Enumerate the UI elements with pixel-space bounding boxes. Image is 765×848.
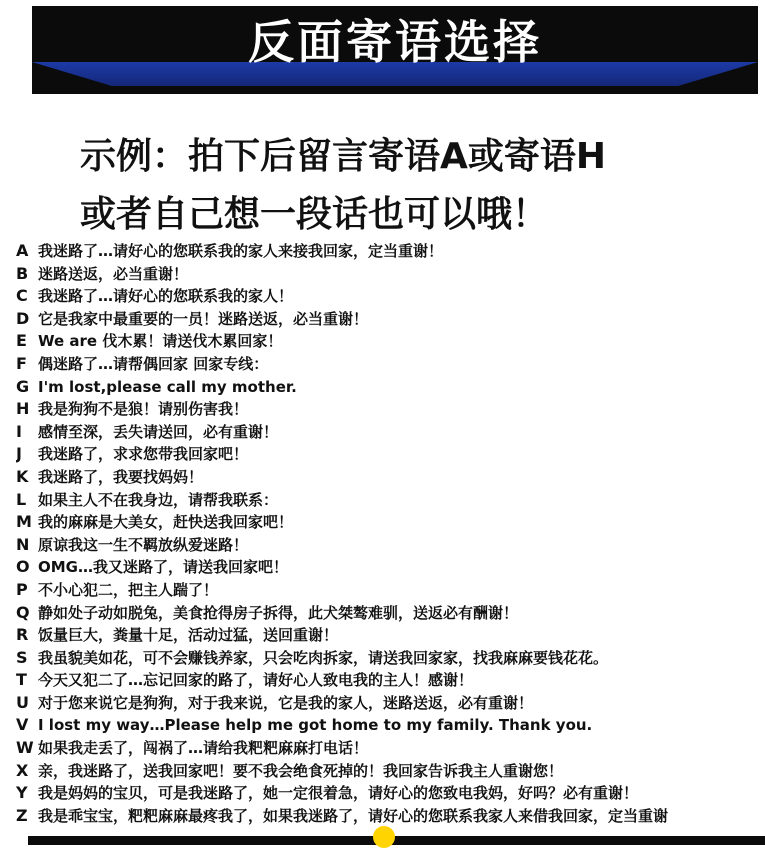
- message-option-b: [16, 263, 765, 286]
- option-text: 今天又犯二了…忘记回家的路了，请好心人致电我的主人！感谢！: [38, 671, 474, 690]
- message-option-c: [16, 285, 765, 308]
- message-option-n: [16, 534, 765, 557]
- option-text: 我迷路了，求求您带我回家吧！: [38, 445, 249, 464]
- message-option-h: [16, 398, 765, 421]
- option-letter: E: [16, 331, 27, 351]
- option-text: 我是乖宝宝，粑粑麻麻最疼我了，如果我迷路了，请好心的您联系我家人来借我回家，定当重谢: [38, 806, 669, 825]
- option-text: 我虽貌美如花，可不会赚钱养家，只会吃肉拆家，请送我回家家，找我麻麻要钱花花。: [38, 648, 609, 667]
- message-option-i: [16, 421, 765, 444]
- message-option-k: [16, 466, 765, 489]
- option-text: OMG…我又迷路了，请送我回家吧！: [38, 558, 288, 577]
- message-option-l: [16, 489, 765, 512]
- option-letter: P: [16, 579, 28, 599]
- option-text: 亲，我迷路了，送我回家吧！要不我会绝食死掉的！我回家告诉我主人重谢您！: [38, 761, 564, 780]
- message-option-e: [16, 330, 765, 353]
- message-option-p: [16, 579, 765, 602]
- option-text: 原谅我这一生不羁放纵爱迷路！: [38, 535, 249, 554]
- message-options-list: [16, 240, 765, 827]
- option-letter: W: [16, 738, 34, 758]
- bottom-bar: [28, 836, 765, 845]
- option-text: We are 伐木累！请送伐木累回家！: [38, 332, 283, 351]
- option-text: 我迷路了，我要找妈妈！: [38, 467, 204, 486]
- option-letter: Z: [16, 805, 28, 825]
- message-option-q: [16, 602, 765, 625]
- message-option-d: [16, 308, 765, 331]
- example-line-2: 或者自己想一段话也可以哦！: [80, 194, 549, 235]
- option-letter: T: [16, 670, 27, 690]
- option-text: 如果我走丢了，闯祸了…请给我粑粑麻麻打电话！: [38, 739, 369, 758]
- option-letter: F: [16, 353, 27, 373]
- option-letter: O: [16, 557, 30, 577]
- example-instructions: [80, 128, 760, 244]
- message-option-w: [16, 737, 765, 760]
- option-letter: Q: [16, 602, 30, 622]
- option-letter: B: [16, 263, 29, 283]
- option-text: 不小心犯二，把主人踹了！: [38, 580, 219, 599]
- option-letter: S: [16, 647, 28, 667]
- option-text: 我是妈妈的宝贝，可是我迷路了，她一定很着急，请好心的您致电我妈，好吗？必有重谢！: [38, 784, 639, 803]
- option-text: 我迷路了…请好心的您联系我的家人来接我回家，定当重谢！: [38, 242, 444, 260]
- option-text: 它是我家中最重要的一员！迷路送返，必当重谢！: [38, 309, 369, 328]
- message-option-f: [16, 353, 765, 376]
- option-text: I'm lost,please call my mother.: [38, 377, 297, 396]
- message-option-r: [16, 624, 765, 647]
- message-option-y: [16, 782, 765, 805]
- option-letter: H: [16, 399, 30, 419]
- message-option-v: [16, 714, 765, 737]
- option-text: I lost my way…Please help me got home to my family. Thank you.: [38, 716, 593, 735]
- message-option-j: [16, 443, 765, 466]
- message-option-x: [16, 760, 765, 783]
- example-line-1: 示例：拍下后留言寄语A或寄语H: [80, 136, 606, 177]
- option-text: 我是狗狗不是狼！请别伤害我！: [38, 400, 249, 419]
- option-letter: M: [16, 512, 32, 532]
- option-letter: R: [16, 625, 29, 645]
- option-letter: U: [16, 692, 29, 712]
- message-option-o: [16, 556, 765, 579]
- message-option-m: [16, 511, 765, 534]
- option-letter: N: [16, 534, 30, 554]
- message-option-s: [16, 647, 765, 670]
- option-letter: D: [16, 308, 30, 328]
- option-letter: K: [16, 466, 29, 486]
- message-option-g: [16, 376, 765, 399]
- option-letter: G: [16, 376, 30, 396]
- option-text: 感情至深，丢失请送回，必有重谢！: [38, 422, 279, 441]
- option-letter: J: [16, 444, 22, 464]
- option-text: 偶迷路了…请帮偶回家 回家专线：: [38, 354, 269, 373]
- page-title: 反面寄语选择: [248, 15, 542, 69]
- option-text: 静如处子动如脱兔，美食抢得房子拆得，此犬桀骜难驯，送返必有酬谢！: [38, 603, 519, 622]
- option-text: 饭量巨大，粪量十足，活动过猛，送回重谢！: [38, 626, 339, 645]
- option-text: 迷路送返，必当重谢！: [38, 264, 189, 283]
- option-letter: I: [16, 421, 22, 441]
- option-letter: X: [16, 760, 29, 780]
- option-letter: V: [16, 715, 29, 735]
- option-text: 我迷路了…请好心的您联系我的家人！: [38, 287, 294, 306]
- option-text: 我的麻麻是大美女，赶快送我回家吧！: [38, 513, 294, 532]
- option-letter: A: [16, 241, 29, 260]
- option-text: 对于您来说它是狗狗，对于我来说，它是我的家人，迷路送返，必有重谢！: [38, 693, 534, 712]
- message-option-z: [16, 805, 765, 828]
- message-option-u: [16, 692, 765, 715]
- option-letter: Y: [16, 783, 28, 803]
- option-text: 如果主人不在我身边，请帮我联系：: [38, 490, 279, 509]
- message-option-t: [16, 669, 765, 692]
- option-letter: C: [16, 286, 28, 306]
- message-option-a: [16, 240, 765, 263]
- option-letter: L: [16, 489, 27, 509]
